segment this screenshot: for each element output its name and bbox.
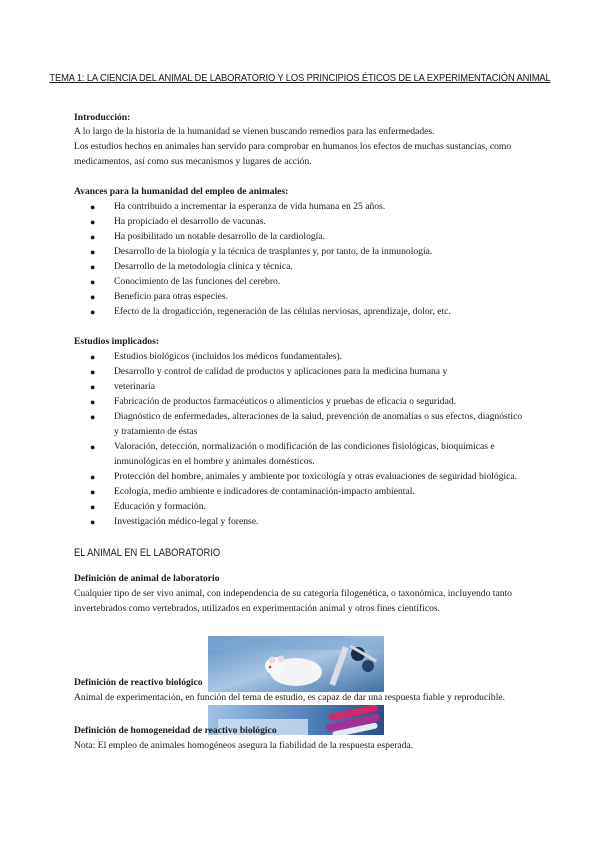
estudios-item: Investigación médico-legal y forense. <box>114 516 259 527</box>
estudios-item: Valoración, detección, normalización o modificación de las condiciones fisiológicas, bioquímicas e <box>114 441 495 452</box>
bullet-icon: ● <box>90 307 96 317</box>
avances-item: Desarrollo de la metodología clínica y técnica. <box>114 261 293 272</box>
avances-item: Conocimiento de las funciones del cerebro. <box>114 276 281 287</box>
bullet-icon: ● <box>90 502 96 512</box>
avances-item: Ha posibilitado un notable desarrollo de la cardiología. <box>114 231 326 242</box>
avances-heading: Avances para la humanidad del empleo de animales: <box>74 186 289 197</box>
bullet-icon: ● <box>90 442 96 452</box>
estudios-item: Ecología, medio ambiente e indicadores de contaminación-impacto ambiental. <box>114 486 415 497</box>
def1-heading: Definición de animal de laboratorio <box>74 573 220 584</box>
avances-item: Ha contribuido a incrementar la esperanza de vida humana en 25 años. <box>114 201 386 212</box>
estudios-item: y tratamiento de éstas <box>114 426 198 437</box>
document-title: TEMA 1: LA CIENCIA DEL ANIMAL DE LABORATORIO Y LOS PRINCIPIOS ÉTICOS DE LA EXPERIMENTACIÓN ANIMAL <box>49 73 551 84</box>
avances-item: Efecto de la drogadicción, regeneración de las células nerviosas, aprendizaje, dolor, etc. <box>114 306 451 317</box>
def1-line: invertebrados como vertebrados, utilizados en experimentación animal y otros fines científicos. <box>74 603 441 614</box>
bullet-icon: ● <box>90 472 96 482</box>
estudios-item: Protección del hombre, animales y ambiente por toxicología y otras evaluaciones de seguridad biológica. <box>114 471 518 482</box>
estudios-item: Fabricación de productos farmacéuticos o alimenticios y pruebas de eficacia o seguridad. <box>114 396 457 407</box>
bullet-icon: ● <box>90 352 96 362</box>
estudios-item: Desarrollo y control de calidad de productos y aplicaciones para la medicina humana y <box>114 366 448 377</box>
avances-item: Desarrollo de la biología y la técnica de trasplantes y, por tanto, de la inmunología. <box>114 246 433 257</box>
bullet-icon: ● <box>90 232 96 242</box>
estudios-item: Estudios biológicos (incluidos los médicos fundamentales). <box>114 351 343 362</box>
bullet-icon: ● <box>90 382 96 392</box>
bullet-icon: ● <box>90 202 96 212</box>
bullet-icon: ● <box>90 487 96 497</box>
bullet-icon: ● <box>90 412 96 422</box>
bullet-icon: ● <box>90 397 96 407</box>
estudios-heading: Estudios implicados: <box>74 336 160 347</box>
intro-line: Los estudios hechos en animales han servido para comprobar en humanos los efectos de muchas sustancias, como <box>74 141 512 152</box>
intro-line: A lo largo de la historia de la humanidad se vienen buscando remedios para las enfermedades. <box>74 126 435 137</box>
estudios-item: veterinaria <box>114 381 156 392</box>
def2-heading: Definición de reactivo biológico <box>74 677 203 688</box>
avances-item: Ha propiciado el desarrollo de vacunas. <box>114 216 266 227</box>
estudios-item: Diagnóstico de enfermedades, alteraciones de la salud, prevención de anomalías o sus efectos, diagnóstico <box>114 411 523 422</box>
intro-line: medicamentos, así como sus mecanismos y lugares de acción. <box>74 156 312 167</box>
bullet-icon: ● <box>90 277 96 287</box>
def3-heading: Definición de homogeneidad de reactivo biológico <box>74 725 277 736</box>
estudios-item: inmunológicas en el hombre y animales domésticos. <box>114 456 315 467</box>
bullet-icon: ● <box>90 262 96 272</box>
def3-text: Nota: El empleo de animales homogéneos asegura la fiabilidad de la respuesta esperada. <box>74 740 414 751</box>
def2-text: Animal de experimentación, en función del tema de estudio, es capaz de dar una respuesta fiable y reproducible. <box>74 692 506 703</box>
avances-item: Beneficio para otras especies. <box>114 291 229 302</box>
def1-line: Cualquier tipo de ser vivo animal, con independencia de su categoría filogenética, o taxonómica, incluyendo tanto <box>74 588 512 599</box>
bullet-icon: ● <box>90 517 96 527</box>
section-heading: EL ANIMAL EN EL LABORATORIO <box>74 547 221 559</box>
bullet-icon: ● <box>90 292 96 302</box>
bullet-icon: ● <box>90 217 96 227</box>
estudios-item: Educación y formación. <box>114 501 206 512</box>
bullet-icon: ● <box>90 367 96 377</box>
bullet-icon: ● <box>90 247 96 257</box>
lab-mouse-image <box>208 636 384 692</box>
intro-heading: Introducción: <box>74 112 131 123</box>
